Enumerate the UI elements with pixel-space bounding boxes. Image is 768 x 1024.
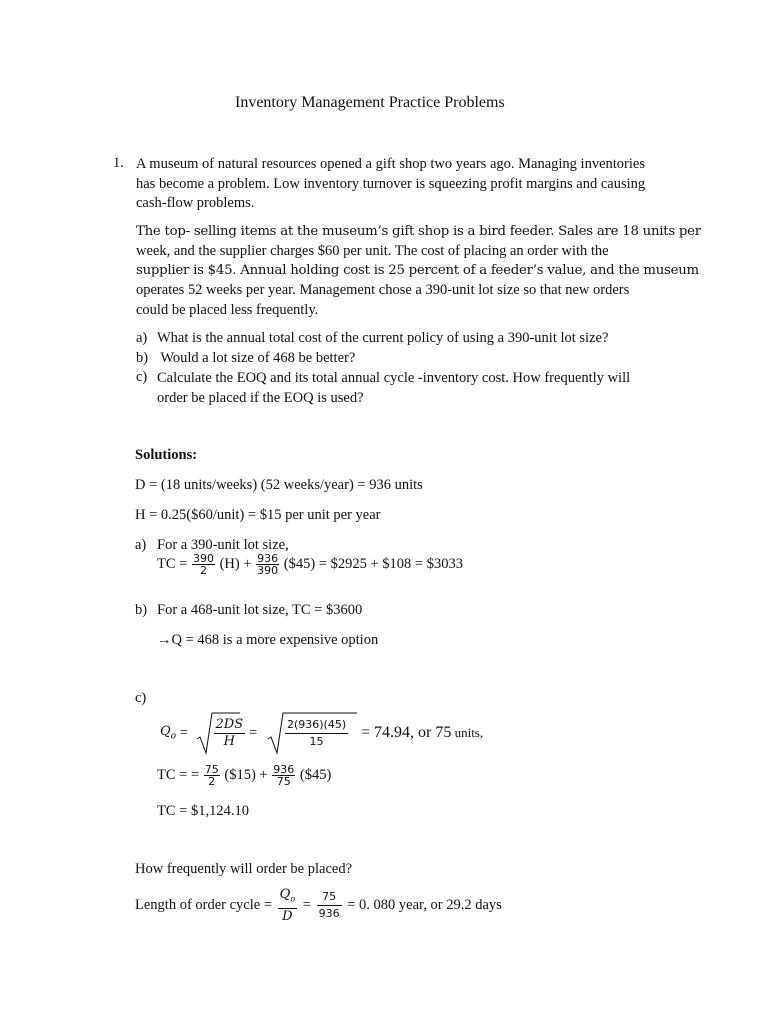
formula-text: ($15) + — [220, 766, 272, 783]
fraction — [272, 764, 295, 787]
question-label: c) — [136, 369, 148, 385]
fraction — [256, 553, 279, 576]
question-label: b) — [136, 350, 149, 366]
formula-text: = — [176, 724, 192, 741]
fraction — [317, 889, 342, 922]
frequency-question: How frequently will order be placed? — [135, 861, 353, 877]
fraction-denominator: 936 — [318, 907, 340, 921]
question-text: What is the annual total cost of the current policy of using a 390-unit lot size? — [157, 330, 609, 346]
formula-text: = 0. 080 year, or 29.2 days — [343, 897, 502, 914]
fraction-numerator: 390 — [192, 552, 214, 565]
page-title: Inventory Management Practice Problems — [235, 94, 505, 111]
question-text — [157, 369, 630, 408]
problem-number: 1. — [113, 155, 124, 171]
details-line: The top- selling items at the museum’s gift shop is a bird feeder. Sales are 18 units per — [136, 224, 701, 239]
details-line: operates 52 weeks per year. Management chose a 390-unit lot size so that new orders — [136, 282, 630, 299]
problem-intro — [136, 155, 645, 214]
problem-details — [136, 222, 701, 321]
details-line: supplier is $45. Annual holding cost is 25 percent of a feeder’s value, and the museum — [136, 263, 699, 279]
solution-b-conclusion: →Q = 468 is a more expensive option — [157, 632, 379, 648]
eoq-result: = 74.94, or 75 — [356, 724, 452, 741]
solution-b-label: b) — [135, 602, 148, 618]
fraction-numerator: 936 — [273, 763, 295, 776]
fraction-denominator: 2 — [208, 775, 216, 788]
question-label: a) — [136, 330, 148, 346]
fraction-denominator: H — [223, 734, 235, 749]
formula-text: = — [245, 724, 261, 741]
eoq-unit: units, — [451, 725, 484, 740]
details-line: week, and the supplier charges $60 per unit. The cost of placing an order with the — [136, 242, 609, 259]
formula-text: (H) + — [215, 555, 256, 572]
fraction-numerator: 2(936)(45) — [285, 717, 348, 734]
demand-formula: D = (18 units/weeks) (52 weeks/year) = 936 units — [135, 477, 423, 493]
tc-prefix: TC = — [157, 555, 191, 572]
question-line: Calculate the EOQ and its total annual cycle -inventory cost. How frequently will — [157, 370, 631, 386]
fraction-denominator: D — [282, 908, 293, 924]
solution-c-label: c) — [135, 690, 147, 706]
solution-c-tc-formula — [157, 764, 331, 787]
fraction-denominator: 2 — [199, 564, 207, 577]
question-text: Would a lot size of 468 be better? — [157, 350, 356, 366]
fraction-denominator: 15 — [309, 735, 324, 748]
fraction-denominator: 390 — [257, 564, 279, 577]
intro-line: A museum of natural resources opened a gift shop two years ago. Managing inventories — [136, 156, 645, 172]
fraction — [278, 887, 298, 925]
fraction-numerator: 75 — [317, 889, 342, 906]
solutions-heading: Solutions: — [135, 447, 198, 463]
solution-b-text: For a 468-unit lot size, TC = $3600 — [157, 602, 363, 618]
solution-a-label: a) — [135, 537, 147, 553]
fraction-denominator: 75 — [276, 775, 291, 788]
formula-text: Length of order cycle = — [135, 897, 276, 914]
fraction-numerator: $Q_o$ — [278, 887, 298, 909]
tc-prefix: TC = = — [157, 766, 203, 783]
fraction-numerator: 936 — [257, 552, 279, 565]
q-symbol: $Q_o$ — [160, 724, 177, 742]
square-root — [196, 711, 244, 755]
formula-text: ($45) — [296, 766, 332, 783]
eoq-formula — [160, 710, 483, 756]
holding-formula: H = 0.25($60/unit) = $15 per unit per year — [135, 507, 381, 523]
question-line: order be placed if the EOQ is used? — [157, 389, 364, 406]
intro-line: cash-flow problems. — [136, 195, 255, 211]
fraction — [285, 717, 348, 750]
fraction — [192, 553, 215, 576]
fraction — [214, 717, 246, 750]
solution-a-intro: For a 390-unit lot size, — [157, 537, 289, 553]
fraction-numerator: 2DS — [215, 717, 244, 732]
solution-a-formula — [157, 553, 463, 576]
order-cycle-formula — [135, 887, 502, 925]
formula-text: ($45) = $2925 + $108 = $3033 — [280, 555, 463, 572]
fraction-numerator: 75 — [204, 763, 219, 776]
square-root — [267, 711, 357, 755]
details-line: could be placed less frequently. — [136, 301, 319, 318]
intro-line: has become a problem. Low inventory turnover is squeezing profit margins and causing — [136, 175, 646, 192]
formula-text: = — [299, 897, 315, 914]
fraction — [204, 764, 220, 787]
solution-c-tc-total: TC = $1,124.10 — [157, 803, 249, 819]
